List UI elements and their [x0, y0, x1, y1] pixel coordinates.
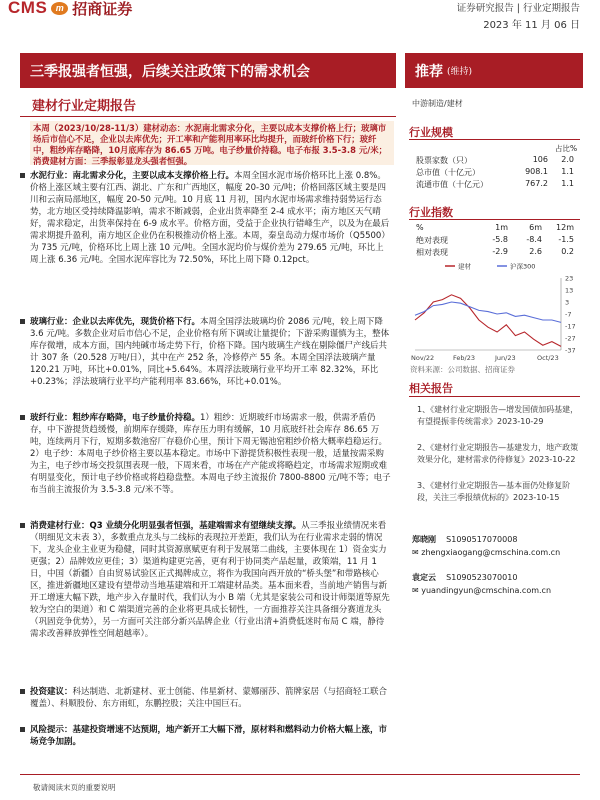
x-tick-label: Nov/22: [411, 354, 435, 362]
paragraph-fiberglass: [30, 412, 392, 496]
paragraph-lead: 玻璃行业：企业以去库优先，现货价格下行。: [30, 317, 201, 327]
chart-source: 资料来源：公司数据、招商证券: [410, 365, 515, 374]
analyst-2: 袁定云 S1090523070010: [412, 573, 518, 582]
scale-row: 流通市值（十亿元） 767.2 1.1: [416, 179, 574, 189]
perf-title: 行业指数: [409, 206, 453, 219]
logo-badge-icon: m: [51, 2, 68, 15]
x-tick-label: Oct/23: [537, 354, 559, 362]
paragraph-investment: [30, 686, 392, 710]
bullet-icon: [20, 415, 25, 420]
report-type: 证券研究报告 | 行业定期报告: [456, 3, 580, 14]
paragraph-lead: 玻纤行业：粗纱库存略降，电子纱量价持稳。: [30, 413, 201, 423]
scale-row: 总市值（十亿元） 908.1 1.1: [416, 167, 574, 177]
y-tick-label: -27: [565, 334, 576, 343]
x-tick-label: Feb/23: [453, 354, 475, 362]
scale-row: 股票家数（只） 106 2.0: [416, 155, 574, 165]
legend-label: 建材: [458, 262, 471, 271]
rating-sub: (维持): [447, 67, 473, 77]
rating-banner: [405, 53, 583, 88]
related-report-3[interactable]: 3、《建材行业定期报告—基本面仍处修复阶段，关注三季报绩优标的》2023-10-15: [417, 481, 571, 502]
analyst-1-email[interactable]: ✉ zhengxiaogang@cmschina.com.cn: [412, 548, 561, 557]
series-line-benchmark: [415, 302, 561, 322]
scale-unit: 占比%: [555, 144, 578, 153]
bullet-icon: [20, 689, 25, 694]
paragraph-body: 1）粗纱：近期玻纤市场需求一般，供需矛盾仍存，中下游提货趋缓慢，前期库存缓降，库存压力明有缓解，10 月底玻纤社会库存 86.65 万吨，连续两月下行，短期多数池窑厂存稳价心里，预计下周无锡池窑粗纱价格大概率趋稳运行。2）电子纱：本周电子纱价格主要以基本稳定。市场中下游提货积极性表现一般，适量按需采购为主，电子纱市场交投氛围表现一般，下周来看，市场在产产能或将略趋定，市场需求短期或难有明显变化，预计电子纱价格或将趋稳盘整。本周电子纱主流报价 7800-8800 元/吨不等；电子布当前主流报价为 3.5-3.8 元/米不等。: [30, 413, 391, 495]
summary-box: 本周（2023/10/28-11/3）建材动态：水泥南北需求分化，主要以成本支撑价格上行；玻璃市场后市信心不足，企业以去库优先；开工率和产能利用率环比均提升，而玻纤价格下行；玻纤中，粗纱库存略降，10月底库存为 86.65 万吨。电子纱量价持稳。电子布报 3.5-3.8 元/米；消费建材方面：三季报彰显龙头强者恒强。: [30, 121, 394, 165]
industry-tag: 中游制造/建材: [412, 99, 463, 108]
paragraph-body: 本周全国水泥市场价格环比上涨 0.8%。价格上涨区域主要有江西、湖北、广东和广西地区，幅度 20-30 元/吨；价格回落区域主要是四川和云南局部地区，幅度 20-50 元/吨。10 月底 11 月初，国内水泥市场需求维持弱势运行态势，北方地区受持续降温影响，需求不断减弱，企业出货率降至 2-4 成水平；南方地区天气晴好，需求稳定，出货率保持在 6-9 成水平。价格方面，受益于企业执行错峰生产，以及为在最后需求期提升盈利，南方地区企业仍在积极推动价格上涨。本周，秦皇岛动力煤市场价（Q5500）为 735 元/吨，价格环比上周上涨 10 元/吨。全国水泥均价与煤价差为 279.65 元/吨，环比上周上涨 6.36 元/吨。全国水泥库容比为 72.50%，环比上周下降 0.12pct。: [30, 171, 390, 265]
paragraph-lead: 风险提示：基建投资增速不达预期，地产新开工大幅下滑，原材料和燃料动力价格大幅上涨，市场竞争加剧。: [30, 725, 388, 747]
paragraph-risk: [30, 724, 392, 748]
paragraph-body: 本周全国浮法玻璃均价 2086 元/吨，较上周下降 3.6 元/吨。多数企业对后市信心不足，企业价格有所下调或让量提价；下游采购谨慎为主，整体库存微增，成本方面，国内纯碱市场走势下行，价格下降。国内玻璃生产线在剔除僵尸产线后共计 307 条（20.528 万吨/日），其中在产 252 条，冷修停产 55 条。本周全国浮法玻璃产量 120.21 万吨，环比+0.01%，同比+5.64%。本周浮法玻璃行业平均开工率 82.32%，环比+0.23%；浮法玻璃行业平均产能利用率 83.66%，环比+0.01%。: [30, 317, 390, 387]
scale-title: 行业规模: [409, 126, 453, 139]
report-title: 三季报强者恒强，后续关注政策下的需求机会: [30, 63, 310, 80]
divider: [409, 219, 580, 220]
legend-label: 沪深300: [510, 262, 536, 271]
related-report-2[interactable]: 2、《建材行业定期报告—基建发力，地产政策效果分化，建材需求仍待修复》2023-10-22: [417, 443, 579, 464]
divider: [409, 139, 580, 140]
perf-row: 相对表现 -2.9 2.6 0.2: [416, 247, 574, 257]
perf-row: 绝对表现 -5.8 -8.4 -1.5: [416, 235, 574, 245]
header-info: [457, 0, 580, 34]
rating-label: 推荐: [415, 63, 443, 80]
divider: [20, 774, 580, 775]
series-line-industry: [415, 295, 561, 347]
paragraph-glass: [30, 316, 392, 388]
paragraph-body: 科达制造、北新建材、亚士创能、伟星新材、蒙娜丽莎、箭牌家居（与招商轻工联合覆盖）、科顺股份、东方雨虹，东鹏控股；关注中国巨石。: [30, 687, 388, 709]
report-title-banner: [20, 53, 396, 88]
footer-note: 敬请阅读末页的重要说明: [33, 783, 116, 792]
perf-header: % 1m 6m 12m: [416, 223, 574, 232]
report-date: 2023 年 11 月 06 日: [483, 20, 580, 31]
paragraph-cement: [30, 170, 392, 266]
analyst-2-email[interactable]: ✉ yuandingyun@cmschina.com.cn: [412, 586, 552, 595]
email-icon: ✉: [412, 548, 419, 557]
divider: [409, 396, 580, 397]
y-tick-label: 23: [565, 274, 574, 283]
bullet-icon: [20, 523, 25, 528]
y-tick-label: -7: [565, 310, 572, 319]
analyst-1: 郑晓刚 S1090517070008: [412, 535, 518, 544]
related-title: 相关报告: [409, 382, 453, 395]
paragraph-lead: 投资建议：: [30, 687, 73, 697]
y-tick-label: 3: [565, 298, 570, 307]
email-icon: ✉: [412, 586, 419, 595]
paragraph-consumer-materials: [30, 520, 392, 640]
paragraph-lead: 消费建材行业：Q3 业绩分化明显强者恒强，基建端需求有望继续支撑。: [30, 521, 302, 531]
cms-logo: CMS m 招商证券: [8, 0, 133, 18]
x-tick-label: Jun/23: [495, 354, 516, 362]
y-tick-label: -17: [565, 322, 576, 331]
bullet-icon: [20, 319, 25, 324]
bullet-icon: [20, 173, 25, 178]
paragraph-lead: 水泥行业：南北需求分化，主要以成本支撑价格上行。: [30, 171, 235, 181]
divider: [20, 116, 396, 117]
report-subtitle: 建材行业定期报告: [32, 99, 137, 114]
related-report-1[interactable]: 1、《建材行业定期报告—增发国债加码基建，有望提振非传统需求》2023-10-29: [417, 405, 579, 426]
y-tick-label: 13: [565, 286, 574, 295]
index-line-chart: [405, 258, 583, 364]
paragraph-body: 从三季报业绩情况来看（明细见文末表 3），多数重点龙头与二线标的表现拉开差距，我们认为在行业需求走弱的情况下，龙头企业主业更为稳健，同时其资源禀赋更有利于发展第二曲线，主要体现在 1）资金实力更强；2）品牌效应更佳；3）渠道构建更完善，更有利于协同类产品起量，政策端，11 月 1 日，中国（新疆）自由贸易试验区正式揭牌成立，将作为我国向西开放的“桥头堡”和带路核心区，推进新疆地区建设有望带动当地基建端和开工端建材品类。基本面来看，当前地产销售与新开工增速大幅下跌，地产步入存量时代，我们认为小 B 端（尤其是家装公司和设计师渠道等原先较为空白的渠道）和 C 端渠道完善的企业将更具成长韧性，一方面推荐关注具备细分赛道龙头（巩固竞争优势），另一方面可关注部分新兴品牌企业（行业出清+消费低迷时布局 C 端，静待需求改善释放弹性空间超越率）。: [30, 521, 390, 639]
bullet-icon: [20, 727, 25, 732]
y-tick-label: -37: [565, 346, 576, 355]
